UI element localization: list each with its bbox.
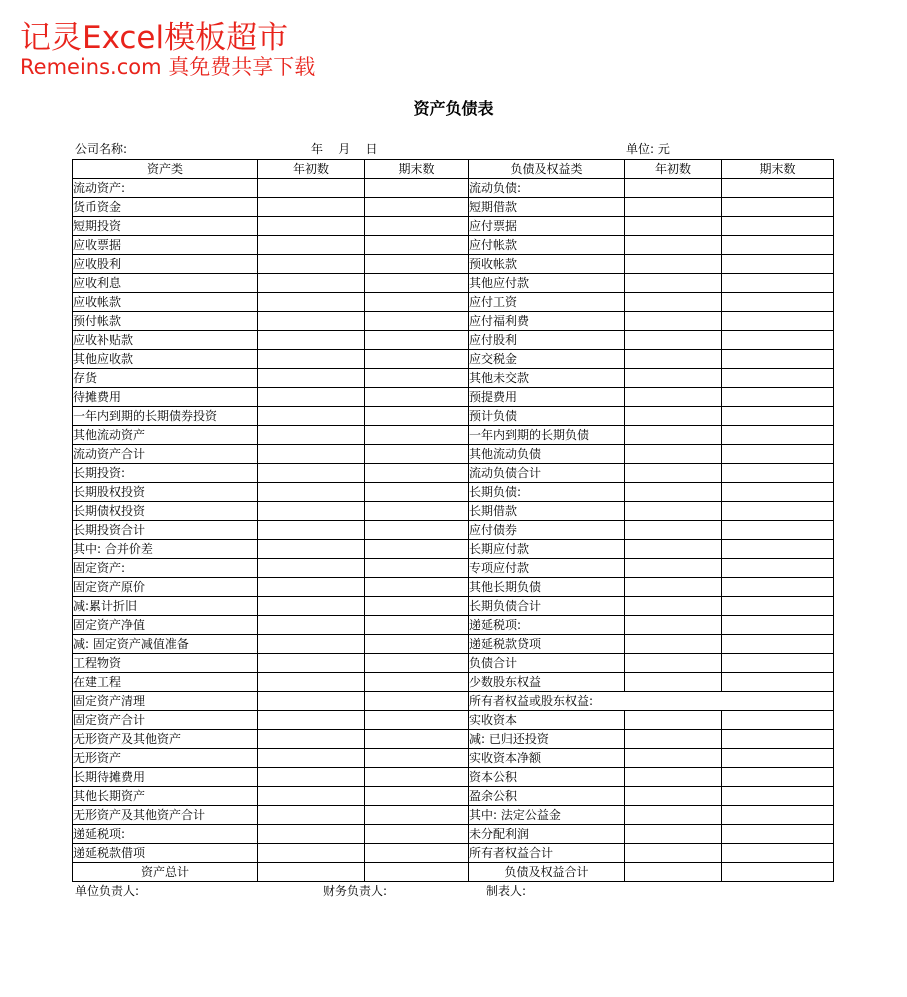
table-row	[73, 616, 834, 635]
asset-item-label: 资产总计	[73, 863, 258, 882]
liability-item-label: 应付股利	[469, 331, 625, 350]
asset-item-label: 一年内到期的长期债券投资	[73, 407, 258, 426]
table-row	[73, 179, 834, 198]
liability-item-label: 长期借款	[469, 502, 625, 521]
liability-opening-cell[interactable]	[625, 578, 722, 597]
asset-closing-cell[interactable]	[365, 445, 469, 464]
asset-opening-cell[interactable]	[258, 293, 365, 312]
liability-closing-cell[interactable]	[722, 540, 834, 559]
asset-opening-cell[interactable]	[258, 274, 365, 293]
liability-opening-cell[interactable]	[625, 635, 722, 654]
liability-item-label: 其他未交款	[469, 369, 625, 388]
asset-opening-cell[interactable]	[258, 350, 365, 369]
asset-item-label: 其中: 合并价差	[73, 540, 258, 559]
asset-opening-cell[interactable]	[258, 521, 365, 540]
liability-opening-cell[interactable]	[625, 217, 722, 236]
liability-closing-cell[interactable]	[722, 730, 834, 749]
asset-item-label: 递延税款借项	[73, 844, 258, 863]
liability-item-label: 其他流动负债	[469, 445, 625, 464]
asset-opening-cell[interactable]	[258, 806, 365, 825]
header-row	[73, 160, 834, 179]
table-row	[73, 787, 834, 806]
asset-item-label: 流动资产合计	[73, 445, 258, 464]
liability-closing-cell[interactable]	[722, 255, 834, 274]
table-row	[73, 749, 834, 768]
table-row	[73, 274, 834, 293]
table-row	[73, 768, 834, 787]
asset-opening-cell[interactable]	[258, 578, 365, 597]
liability-item-label: 负债合计	[469, 654, 625, 673]
liability-closing-cell[interactable]	[722, 825, 834, 844]
liability-closing-cell[interactable]	[722, 331, 834, 350]
asset-opening-cell[interactable]	[258, 711, 365, 730]
liability-opening-cell[interactable]	[625, 616, 722, 635]
asset-opening-cell[interactable]	[258, 540, 365, 559]
asset-closing-cell[interactable]	[365, 749, 469, 768]
asset-item-label: 减: 固定资产减值准备	[73, 635, 258, 654]
asset-closing-cell[interactable]	[365, 692, 469, 711]
liability-item-label: 负债及权益合计	[469, 863, 625, 882]
asset-opening-cell[interactable]	[258, 217, 365, 236]
liability-opening-cell[interactable]	[625, 198, 722, 217]
liability-item-label: 所有者权益合计	[469, 844, 625, 863]
asset-closing-cell[interactable]	[365, 673, 469, 692]
asset-opening-cell[interactable]	[258, 559, 365, 578]
asset-item-label: 无形资产及其他资产	[73, 730, 258, 749]
liability-item-label: 其他长期负债	[469, 578, 625, 597]
liability-opening-cell[interactable]	[625, 350, 722, 369]
asset-item-label: 长期投资:	[73, 464, 258, 483]
liability-opening-cell[interactable]	[625, 312, 722, 331]
asset-closing-cell[interactable]	[365, 597, 469, 616]
liability-opening-cell[interactable]	[625, 768, 722, 787]
asset-item-label: 无形资产	[73, 749, 258, 768]
asset-item-label: 固定资产净值	[73, 616, 258, 635]
header-assets-closing: 期末数	[365, 160, 469, 179]
table-row	[73, 217, 834, 236]
asset-opening-cell[interactable]	[258, 692, 365, 711]
liability-opening-cell[interactable]	[625, 388, 722, 407]
asset-opening-cell[interactable]	[258, 768, 365, 787]
liability-opening-cell[interactable]	[625, 749, 722, 768]
table-row	[73, 464, 834, 483]
asset-closing-cell[interactable]	[365, 388, 469, 407]
asset-opening-cell[interactable]	[258, 483, 365, 502]
liability-item-label: 应付工资	[469, 293, 625, 312]
preparer-label: 制表人:	[486, 884, 527, 898]
table-row	[73, 426, 834, 445]
asset-opening-cell[interactable]	[258, 179, 365, 198]
asset-opening-cell[interactable]	[258, 312, 365, 331]
asset-item-label: 应收补贴款	[73, 331, 258, 350]
liability-opening-cell[interactable]	[625, 445, 722, 464]
liability-closing-cell[interactable]	[722, 217, 834, 236]
liability-closing-cell[interactable]	[722, 787, 834, 806]
liability-closing-cell[interactable]	[722, 578, 834, 597]
asset-item-label: 无形资产及其他资产合计	[73, 806, 258, 825]
table-row	[73, 825, 834, 844]
asset-opening-cell[interactable]	[258, 863, 365, 882]
asset-opening-cell[interactable]	[258, 426, 365, 445]
liability-opening-cell[interactable]	[625, 844, 722, 863]
asset-item-label: 预付帐款	[73, 312, 258, 331]
liability-item-label: 应付福利费	[469, 312, 625, 331]
asset-opening-cell[interactable]	[258, 635, 365, 654]
liability-item-label: 所有者权益或股东权益:	[469, 692, 834, 711]
liability-item-label: 专项应付款	[469, 559, 625, 578]
asset-item-label: 工程物资	[73, 654, 258, 673]
liability-item-label: 流动负债:	[469, 179, 625, 198]
liability-closing-cell[interactable]	[722, 502, 834, 521]
liability-closing-cell[interactable]	[722, 616, 834, 635]
asset-closing-cell[interactable]	[365, 825, 469, 844]
asset-opening-cell[interactable]	[258, 825, 365, 844]
asset-closing-cell[interactable]	[365, 711, 469, 730]
liability-closing-cell[interactable]	[722, 483, 834, 502]
table-row	[73, 502, 834, 521]
liability-closing-cell[interactable]	[722, 407, 834, 426]
liability-closing-cell[interactable]	[722, 597, 834, 616]
liability-item-label: 应交税金	[469, 350, 625, 369]
asset-opening-cell[interactable]	[258, 198, 365, 217]
asset-item-label: 减:累计折旧	[73, 597, 258, 616]
table-row	[73, 521, 834, 540]
asset-closing-cell[interactable]	[365, 768, 469, 787]
asset-item-label: 固定资产:	[73, 559, 258, 578]
liability-opening-cell[interactable]	[625, 825, 722, 844]
asset-item-label: 在建工程	[73, 673, 258, 692]
table-row	[73, 597, 834, 616]
liability-closing-cell[interactable]	[722, 388, 834, 407]
liability-closing-cell[interactable]	[722, 806, 834, 825]
sheet-title: 资产负债表	[413, 99, 494, 118]
liability-item-label: 资本公积	[469, 768, 625, 787]
asset-closing-cell[interactable]	[365, 198, 469, 217]
liability-closing-cell[interactable]	[722, 464, 834, 483]
liability-opening-cell[interactable]	[625, 274, 722, 293]
asset-closing-cell[interactable]	[365, 217, 469, 236]
liability-opening-cell[interactable]	[625, 369, 722, 388]
liability-item-label: 递延税项:	[469, 616, 625, 635]
liability-opening-cell[interactable]	[625, 540, 722, 559]
liability-item-label: 一年内到期的长期负债	[469, 426, 625, 445]
table-row	[73, 578, 834, 597]
header-assets-opening: 年初数	[258, 160, 365, 179]
liability-opening-cell[interactable]	[625, 179, 722, 198]
liability-opening-cell[interactable]	[625, 806, 722, 825]
asset-closing-cell[interactable]	[365, 540, 469, 559]
liability-item-label: 应付债券	[469, 521, 625, 540]
balance-sheet-table	[72, 159, 834, 882]
liability-closing-cell[interactable]	[722, 312, 834, 331]
liability-opening-cell[interactable]	[625, 236, 722, 255]
liability-item-label: 减: 已归还投资	[469, 730, 625, 749]
asset-opening-cell[interactable]	[258, 331, 365, 350]
table-row	[73, 388, 834, 407]
asset-item-label: 长期股权投资	[73, 483, 258, 502]
asset-opening-cell[interactable]	[258, 445, 365, 464]
table-row	[73, 483, 834, 502]
liability-closing-cell[interactable]	[722, 369, 834, 388]
asset-item-label: 固定资产清理	[73, 692, 258, 711]
asset-closing-cell[interactable]	[365, 635, 469, 654]
table-row	[73, 806, 834, 825]
asset-closing-cell[interactable]	[365, 654, 469, 673]
table-row	[73, 312, 834, 331]
table-row	[73, 407, 834, 426]
liability-opening-cell[interactable]	[625, 673, 722, 692]
asset-closing-cell[interactable]	[365, 274, 469, 293]
company-name-label: 公司名称:	[75, 142, 128, 156]
asset-closing-cell[interactable]	[365, 331, 469, 350]
liability-item-label: 实收资本	[469, 711, 625, 730]
header-assets: 资产类	[73, 160, 258, 179]
asset-opening-cell[interactable]	[258, 255, 365, 274]
unit-label: 单位: 元	[626, 142, 670, 156]
asset-opening-cell[interactable]	[258, 369, 365, 388]
asset-closing-cell[interactable]	[365, 863, 469, 882]
header-liabilities-opening: 年初数	[625, 160, 722, 179]
asset-item-label: 长期待摊费用	[73, 768, 258, 787]
liability-opening-cell[interactable]	[625, 407, 722, 426]
unit-head-label: 单位负责人:	[75, 884, 140, 898]
watermark-title: 记灵Excel模板超市	[20, 20, 289, 56]
table-row	[73, 445, 834, 464]
liability-opening-cell[interactable]	[625, 464, 722, 483]
liability-item-label: 流动负债合计	[469, 464, 625, 483]
liability-closing-cell[interactable]	[722, 179, 834, 198]
finance-head-label: 财务负责人:	[323, 884, 388, 898]
asset-item-label: 固定资产原价	[73, 578, 258, 597]
liability-item-label: 应付帐款	[469, 236, 625, 255]
liability-closing-cell[interactable]	[722, 863, 834, 882]
asset-closing-cell[interactable]	[365, 312, 469, 331]
asset-closing-cell[interactable]	[365, 179, 469, 198]
asset-closing-cell[interactable]	[365, 483, 469, 502]
asset-item-label: 其他应收款	[73, 350, 258, 369]
liability-closing-cell[interactable]	[722, 844, 834, 863]
table-row	[73, 369, 834, 388]
asset-item-label: 货币资金	[73, 198, 258, 217]
asset-opening-cell[interactable]	[258, 407, 365, 426]
liability-opening-cell[interactable]	[625, 559, 722, 578]
header-liabilities-closing: 期末数	[722, 160, 834, 179]
liability-item-label: 递延税款贷项	[469, 635, 625, 654]
liability-closing-cell[interactable]	[722, 350, 834, 369]
asset-item-label: 长期债权投资	[73, 502, 258, 521]
asset-opening-cell[interactable]	[258, 464, 365, 483]
table-row	[73, 730, 834, 749]
table-row	[73, 255, 834, 274]
asset-item-label: 其他流动资产	[73, 426, 258, 445]
watermark-subtitle: Remeins.com 真免费共享下载	[20, 55, 316, 79]
asset-opening-cell[interactable]	[258, 236, 365, 255]
asset-closing-cell[interactable]	[365, 521, 469, 540]
liability-closing-cell[interactable]	[722, 768, 834, 787]
liability-opening-cell[interactable]	[625, 483, 722, 502]
asset-item-label: 递延税项:	[73, 825, 258, 844]
asset-item-label: 流动资产:	[73, 179, 258, 198]
asset-opening-cell[interactable]	[258, 730, 365, 749]
liability-closing-cell[interactable]	[722, 236, 834, 255]
liability-closing-cell[interactable]	[722, 654, 834, 673]
asset-closing-cell[interactable]	[365, 616, 469, 635]
asset-opening-cell[interactable]	[258, 616, 365, 635]
liability-item-label: 实收资本净额	[469, 749, 625, 768]
liability-item-label: 盈余公积	[469, 787, 625, 806]
liability-closing-cell[interactable]	[722, 749, 834, 768]
liability-closing-cell[interactable]	[722, 521, 834, 540]
asset-closing-cell[interactable]	[365, 464, 469, 483]
liability-opening-cell[interactable]	[625, 521, 722, 540]
asset-closing-cell[interactable]	[365, 426, 469, 445]
liability-opening-cell[interactable]	[625, 255, 722, 274]
asset-opening-cell[interactable]	[258, 502, 365, 521]
liability-item-label: 预提费用	[469, 388, 625, 407]
liability-item-label: 其中: 法定公益金	[469, 806, 625, 825]
asset-opening-cell[interactable]	[258, 787, 365, 806]
table-row	[73, 673, 834, 692]
asset-item-label: 应收票据	[73, 236, 258, 255]
liability-opening-cell[interactable]	[625, 654, 722, 673]
liability-closing-cell[interactable]	[722, 274, 834, 293]
asset-closing-cell[interactable]	[365, 730, 469, 749]
liability-item-label: 长期应付款	[469, 540, 625, 559]
liability-item-label: 长期负债合计	[469, 597, 625, 616]
header-liabilities: 负债及权益类	[469, 160, 625, 179]
asset-closing-cell[interactable]	[365, 578, 469, 597]
liability-closing-cell[interactable]	[722, 673, 834, 692]
liability-item-label: 其他应付款	[469, 274, 625, 293]
asset-closing-cell[interactable]	[365, 293, 469, 312]
asset-closing-cell[interactable]	[365, 369, 469, 388]
table-row	[73, 540, 834, 559]
liability-closing-cell[interactable]	[722, 635, 834, 654]
table-row	[73, 863, 834, 882]
table-row	[73, 635, 834, 654]
liability-item-label: 应付票据	[469, 217, 625, 236]
asset-closing-cell[interactable]	[365, 844, 469, 863]
asset-item-label: 长期投资合计	[73, 521, 258, 540]
table-row	[73, 692, 834, 711]
table-row	[73, 654, 834, 673]
asset-opening-cell[interactable]	[258, 654, 365, 673]
asset-opening-cell[interactable]	[258, 844, 365, 863]
liability-item-label: 未分配利润	[469, 825, 625, 844]
asset-item-label: 固定资产合计	[73, 711, 258, 730]
asset-closing-cell[interactable]	[365, 806, 469, 825]
asset-item-label: 应收股利	[73, 255, 258, 274]
asset-opening-cell[interactable]	[258, 597, 365, 616]
liability-item-label: 预收帐款	[469, 255, 625, 274]
table-row	[73, 559, 834, 578]
table-row	[73, 711, 834, 730]
liability-closing-cell[interactable]	[722, 445, 834, 464]
asset-opening-cell[interactable]	[258, 673, 365, 692]
liability-opening-cell[interactable]	[625, 293, 722, 312]
liability-opening-cell[interactable]	[625, 730, 722, 749]
asset-item-label: 应收利息	[73, 274, 258, 293]
table-row	[73, 198, 834, 217]
liability-opening-cell[interactable]	[625, 502, 722, 521]
asset-closing-cell[interactable]	[365, 787, 469, 806]
liability-opening-cell[interactable]	[625, 597, 722, 616]
asset-opening-cell[interactable]	[258, 749, 365, 768]
table-row	[73, 293, 834, 312]
asset-closing-cell[interactable]	[365, 236, 469, 255]
date-label: 年 月 日	[311, 142, 378, 156]
asset-closing-cell[interactable]	[365, 255, 469, 274]
liability-closing-cell[interactable]	[722, 559, 834, 578]
liability-opening-cell[interactable]	[625, 426, 722, 445]
asset-item-label: 其他长期资产	[73, 787, 258, 806]
liability-item-label: 少数股东权益	[469, 673, 625, 692]
asset-item-label: 短期投资	[73, 217, 258, 236]
table-row	[73, 236, 834, 255]
liability-closing-cell[interactable]	[722, 711, 834, 730]
table-row	[73, 844, 834, 863]
asset-closing-cell[interactable]	[365, 350, 469, 369]
liability-opening-cell[interactable]	[625, 331, 722, 350]
liability-item-label: 预计负债	[469, 407, 625, 426]
liability-item-label: 短期借款	[469, 198, 625, 217]
asset-closing-cell[interactable]	[365, 407, 469, 426]
liability-opening-cell[interactable]	[625, 787, 722, 806]
liability-item-label: 长期负债:	[469, 483, 625, 502]
table-row	[73, 331, 834, 350]
asset-opening-cell[interactable]	[258, 388, 365, 407]
asset-item-label: 存货	[73, 369, 258, 388]
asset-closing-cell[interactable]	[365, 502, 469, 521]
asset-item-label: 待摊费用	[73, 388, 258, 407]
asset-item-label: 应收帐款	[73, 293, 258, 312]
liability-closing-cell[interactable]	[722, 293, 834, 312]
liability-closing-cell[interactable]	[722, 198, 834, 217]
table-row	[73, 350, 834, 369]
liability-closing-cell[interactable]	[722, 426, 834, 445]
liability-opening-cell[interactable]	[625, 863, 722, 882]
asset-closing-cell[interactable]	[365, 559, 469, 578]
liability-opening-cell[interactable]	[625, 711, 722, 730]
